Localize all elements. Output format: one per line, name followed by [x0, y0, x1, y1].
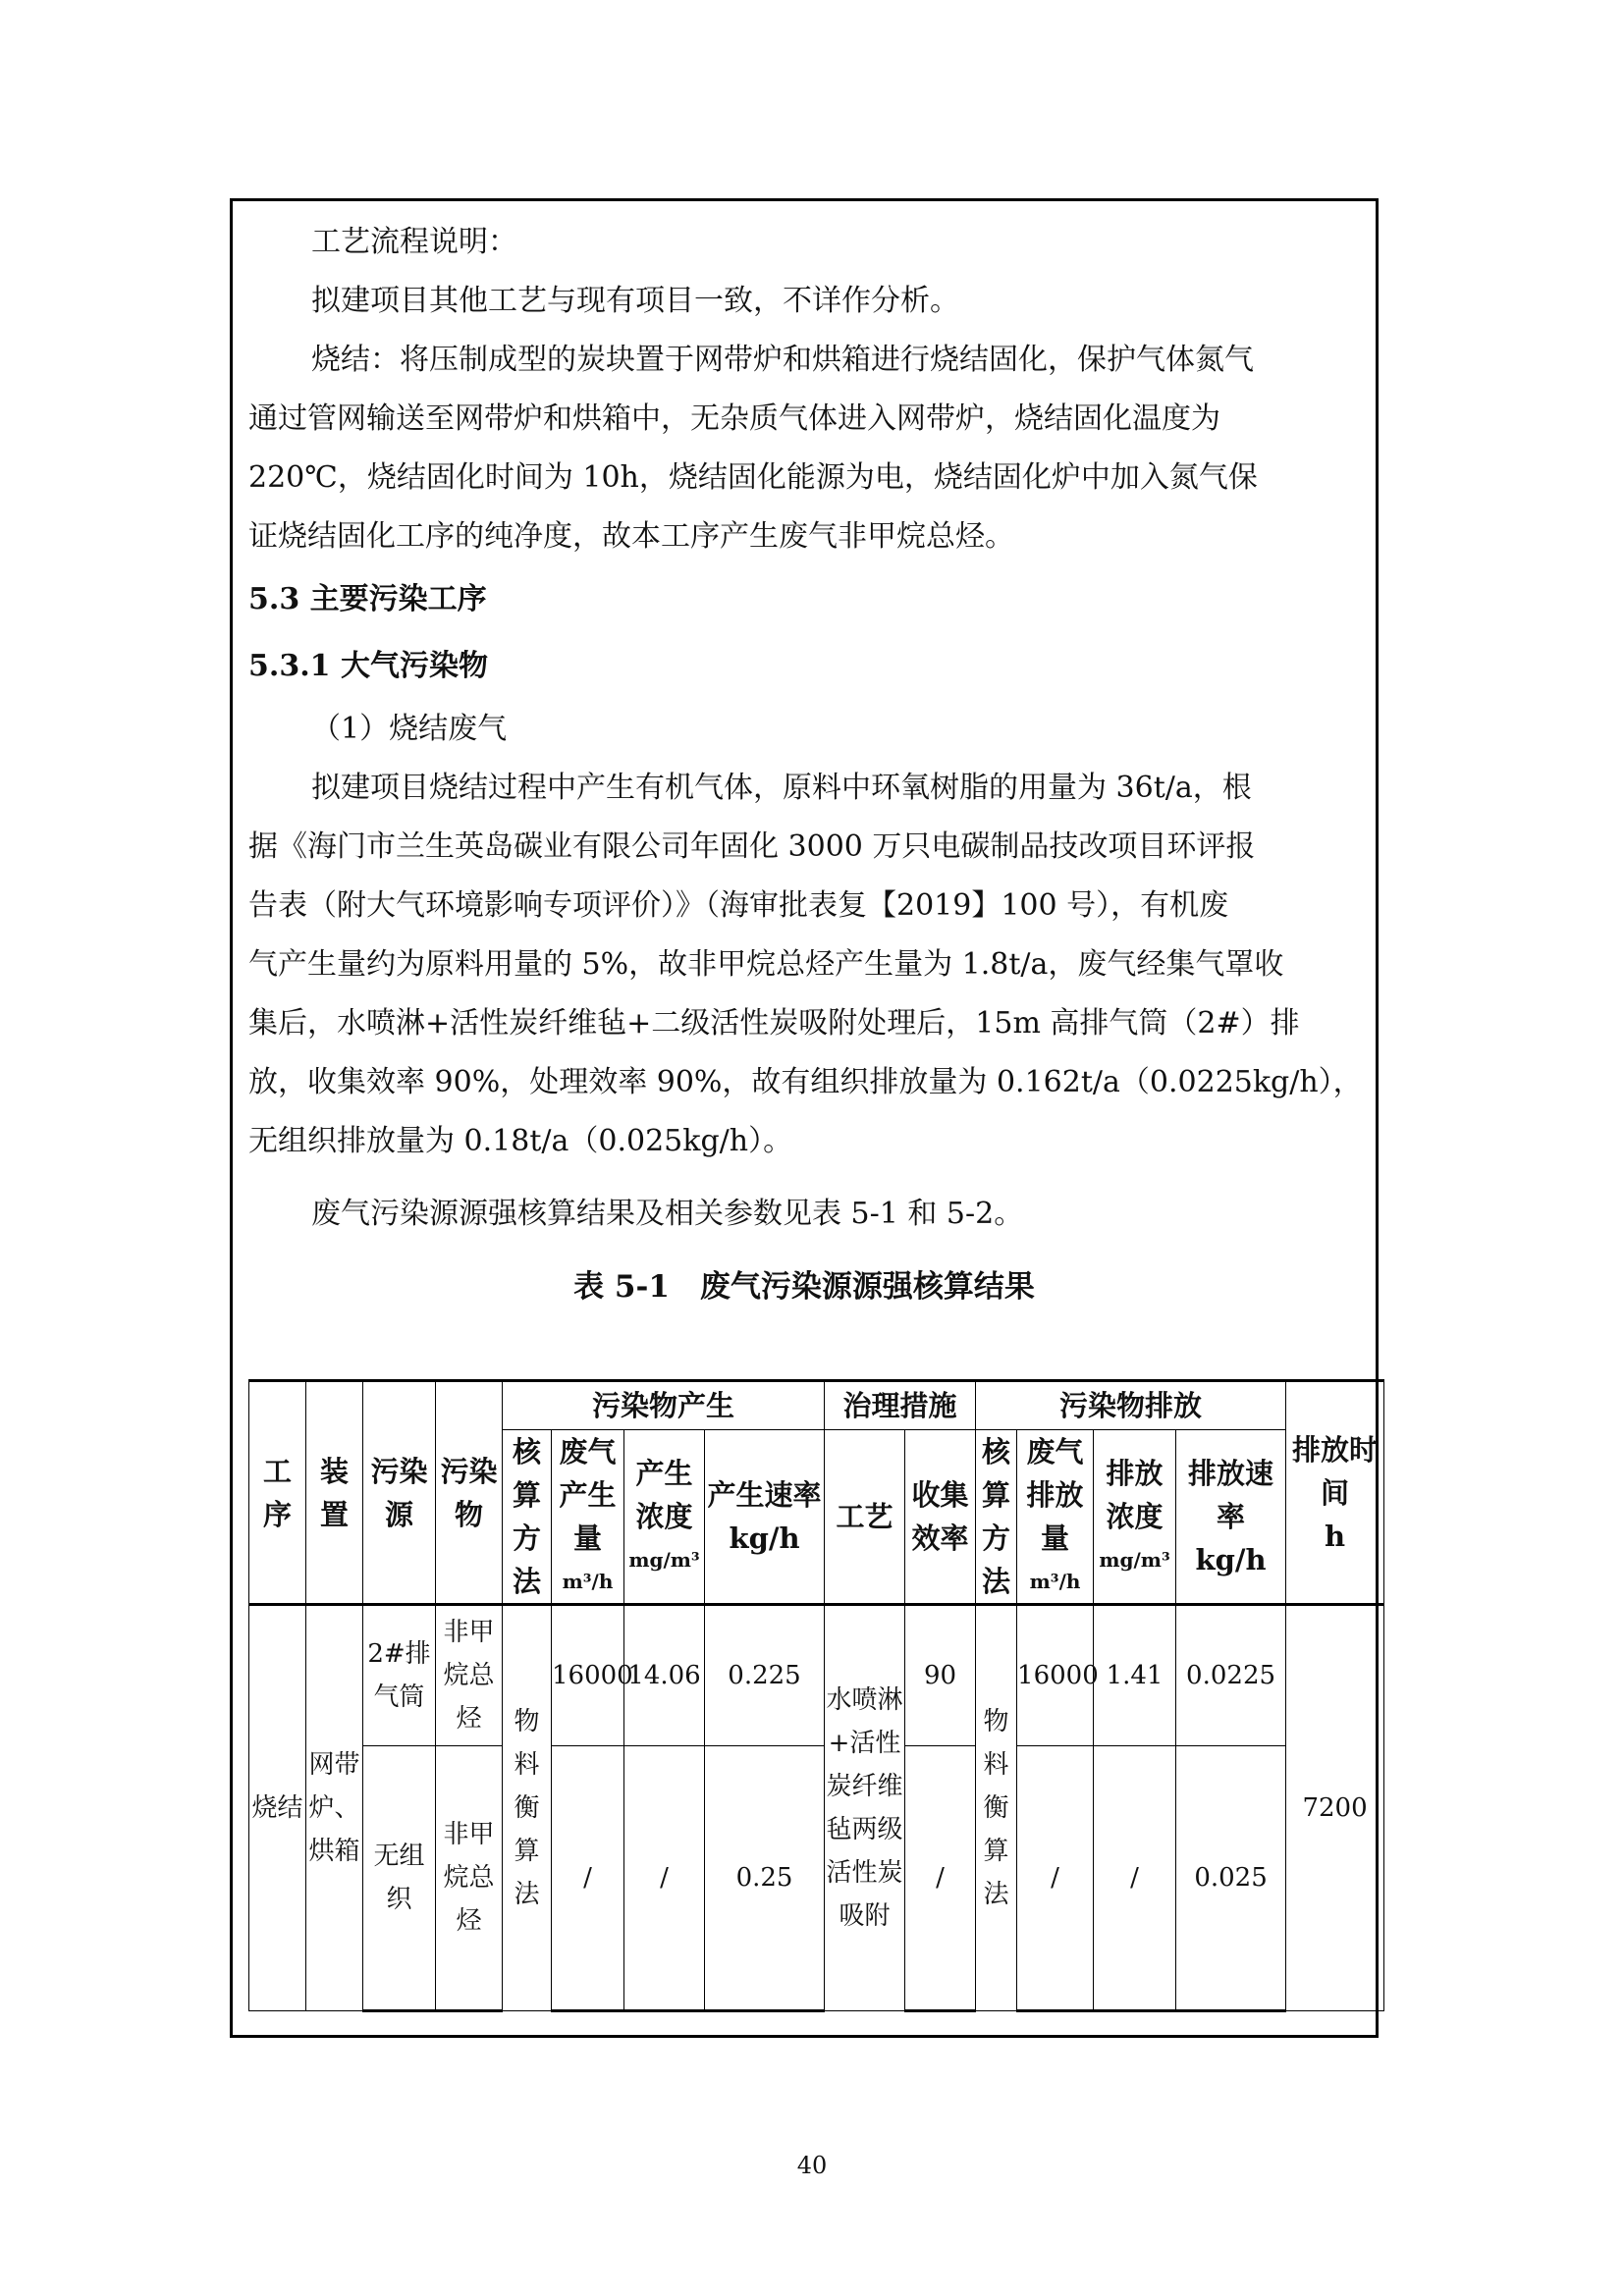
- cell-conc: /: [624, 1746, 705, 2011]
- header-craft: 工艺: [825, 1430, 905, 1605]
- header-gas-volume-unit: m³/h: [562, 1570, 614, 1593]
- header-gas-volume: [552, 1430, 624, 1605]
- paragraph-line: 拟建项目烧结过程中产生有机气体，原料中环氧树脂的用量为 36t/a，根: [311, 771, 1252, 805]
- header-process: 工序: [249, 1381, 306, 1605]
- page-number: 40: [796, 2152, 828, 2179]
- cell-rate: 0.25: [705, 1746, 825, 2011]
- cell-em-conc: 1.41: [1094, 1605, 1176, 1746]
- header-source: 污染源: [363, 1381, 436, 1605]
- cell-craft: 水喷淋+活性炭纤维毡两级活性炭吸附: [825, 1605, 905, 2011]
- header-group-production: 污染物产生: [503, 1381, 825, 1430]
- cell-gas: 16000: [552, 1605, 624, 1746]
- cell-process: 烧结: [249, 1605, 306, 2011]
- cell-em-rate: 0.0225: [1176, 1605, 1286, 1746]
- cell-pollutant: 非甲烷总烃: [436, 1746, 503, 2011]
- header-gas-volume-label: 废气产生量: [559, 1435, 617, 1555]
- cell-em-conc: /: [1094, 1746, 1176, 2011]
- header-hours-label: 排放时间: [1292, 1432, 1379, 1510]
- header-hours: [1286, 1381, 1384, 1605]
- cell-hours: 7200: [1286, 1605, 1384, 2011]
- header-group-treatment: 治理措施: [825, 1381, 976, 1430]
- header-concentration-unit: mg/m³: [628, 1548, 700, 1572]
- header-group-emission: 污染物排放: [976, 1381, 1286, 1430]
- header-collection: 收集效率: [905, 1430, 976, 1605]
- cell-source: 2#排气筒: [363, 1605, 436, 1746]
- header-pollutant: 污染物: [436, 1381, 503, 1605]
- cell-pollutant: 非甲烷总烃: [436, 1605, 503, 1746]
- item-heading: （1）烧结废气: [311, 712, 508, 746]
- cell-rate: 0.225: [705, 1605, 825, 1746]
- emission-table: [248, 1379, 1384, 2012]
- cell-device: 网带炉、烘箱: [306, 1605, 363, 2011]
- header-em-conc-unit: mg/m³: [1099, 1548, 1170, 1572]
- header-rate-unit: kg/h: [729, 1522, 800, 1555]
- paragraph: 拟建项目其他工艺与现有项目一致，不详作分析。: [311, 284, 959, 318]
- paragraph-line: 集后，水喷淋+活性炭纤维毡+二级活性炭吸附处理后，15m 高排气筒（2#）排: [248, 1006, 1300, 1041]
- cell-em-gas: 16000: [1017, 1605, 1094, 1746]
- text-body: [248, 213, 1363, 1312]
- cell-conc: 14.06: [624, 1605, 705, 1746]
- table-row: [249, 1605, 1384, 1746]
- paragraph-line: 放，收集效率 90%，处理效率 90%，故有组织排放量为 0.162t/a（0.0225kg/h），: [248, 1065, 1363, 1099]
- header-rate: [705, 1430, 825, 1605]
- cell-source: 无组织: [363, 1746, 436, 2011]
- subsection-heading: 5.3.1 大气污染物: [248, 649, 488, 683]
- header-em-conc: [1094, 1430, 1176, 1605]
- cell-collection: /: [905, 1746, 976, 2011]
- cell-collection: 90: [905, 1605, 976, 1746]
- header-em-method: 核算方法: [976, 1430, 1017, 1605]
- paragraph-line: 通过管网输送至网带炉和烘箱中，无杂质气体进入网带炉，烧结固化温度为: [248, 401, 1220, 436]
- content-frame: [230, 198, 1379, 2038]
- table-title: 表 5-1 废气污染源源强核算结果: [573, 1269, 1035, 1305]
- process-note-heading: 工艺流程说明：: [311, 225, 517, 259]
- cell-em-gas: /: [1017, 1746, 1094, 2011]
- paragraph-line: 气产生量约为原料用量的 5%，故非甲烷总烃产生量为 1.8t/a，废气经集气罩收: [248, 947, 1284, 982]
- header-hours-unit: h: [1325, 1519, 1346, 1553]
- paragraph: 废气污染源源强核算结果及相关参数见表 5-1 和 5-2。: [311, 1197, 1024, 1231]
- paragraph-line: 烧结：将压制成型的炭块置于网带炉和烘箱进行烧结固化，保护气体氮气: [311, 343, 1254, 377]
- cell-gas: /: [552, 1746, 624, 2011]
- paragraph-line: 220℃，烧结固化时间为 10h，烧结固化能源为电，烧结固化炉中加入氮气保: [248, 460, 1258, 495]
- header-em-rate: 排放速率 kg/h: [1176, 1430, 1286, 1605]
- paragraph-line: 证烧结固化工序的纯净度，故本工序产生废气非甲烷总烃。: [248, 519, 1014, 554]
- header-device: 装置: [306, 1381, 363, 1605]
- header-em-gas-unit: m³/h: [1029, 1570, 1081, 1593]
- header-row-group: [249, 1381, 1384, 1430]
- paragraph-line: 告表（附大气环境影响专项评价）》（海审批表复【2019】100 号），有机废: [248, 888, 1229, 923]
- header-em-gas-label: 废气排放量: [1026, 1435, 1084, 1555]
- header-method: 核算方法: [503, 1430, 552, 1605]
- table-row: [249, 1746, 1384, 2011]
- header-em-conc-label: 排放浓度: [1106, 1457, 1164, 1533]
- paragraph-line: 无组织排放量为 0.18t/a（0.025kg/h）。: [248, 1124, 793, 1158]
- cell-em-method: 物料衡算法: [976, 1605, 1017, 2011]
- cell-em-rate: 0.025: [1176, 1746, 1286, 2011]
- header-concentration: [624, 1430, 705, 1605]
- cell-method: 物料衡算法: [503, 1605, 552, 2011]
- header-rate-label: 产生速率: [707, 1478, 822, 1512]
- header-concentration-label: 产生浓度: [635, 1457, 693, 1533]
- paragraph-line: 据《海门市兰生英岛碳业有限公司年固化 3000 万只电碳制品技改项目环评报: [248, 829, 1256, 864]
- section-heading: 5.3 主要污染工序: [248, 582, 487, 616]
- header-em-gas: [1017, 1430, 1094, 1605]
